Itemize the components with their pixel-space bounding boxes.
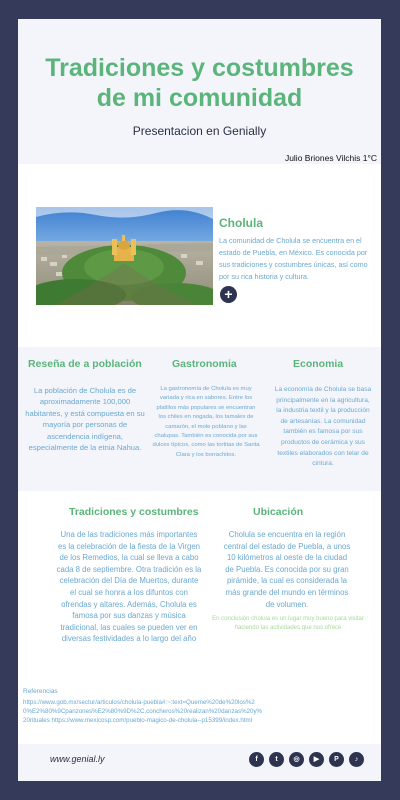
instagram-icon[interactable]: ◎ xyxy=(289,752,304,767)
tradiciones-text: Una de las tradiciones más importantes es la celebración de la fiesta de la Virgen de los Remedios, la cual se lleva a cabo cada 8 de septiembre. Otra tradición es la celebración del Día de Muertos, durante el cual se honra a los difuntos con ofrendas y altares. Además, Cholula es famosa por sus danzas y música tradicional, las cuales se pueden ver en diversas festividades a lo largo del año xyxy=(56,530,202,644)
subtitle: Presentacion en Genially xyxy=(132,124,267,138)
cholula-photo xyxy=(36,207,213,305)
poblacion-text: La población de Cholula es de aproximadamente 100,000 habitantes, y está compuesta en su mayoría por personas de ascendencia indígena, especialmente de la etnia Nahua. xyxy=(25,386,145,453)
economia-title: Economia xyxy=(293,358,344,370)
tiktok-icon[interactable]: ♪ xyxy=(349,752,364,767)
references-label: Referencias xyxy=(23,688,58,695)
cholula-title: Cholula xyxy=(219,216,263,230)
facebook-icon[interactable]: f xyxy=(249,752,264,767)
pinterest-icon[interactable]: P xyxy=(329,752,344,767)
author-label: Julio Briones Vilchis 1°C xyxy=(284,153,377,163)
economia-text: La economía de Cholula se basa principalmente en la agricultura, la industria textil y la producción de artesanías. La comunidad también es famosa por sus productos de cerámica y sus textiles elaborados con telar de cintura. xyxy=(274,386,372,468)
twitter-icon[interactable]: t xyxy=(269,752,284,767)
ubicacion-text: Cholula se encuentra en la región central del estado de Puebla, a unos 10 kilómetros al oeste de la ciudad de Puebla. Es conocida por su gran pirámide, la cual es considerada la más grande del mundo en términos de volumen. xyxy=(223,530,351,609)
tradiciones-title: Tradiciones y costumbres xyxy=(69,506,199,518)
cholula-landscape-image xyxy=(36,207,213,305)
gastronomia-title: Gastronomia xyxy=(172,358,237,370)
ubicacion-title: Ubicación xyxy=(253,506,304,518)
genially-brand-link[interactable]: www.genial.ly xyxy=(50,754,105,764)
cholula-description: La comunidad de Cholula se encuentra en el estado de Puebla, en México. Es conocida por sus tradiciones y costumbres únicas, así como por su rica historia y cultura. xyxy=(219,236,368,281)
references-links[interactable]: https://www.gob.mx/sectur/articulos/cholula-puebla#:~:text=Queme%20de%20los%20%E2%80%9Cpanzones%E2%80%9D%2C,concheros%20realizan%20danzas%20y%20rituales https://www.mexicosp.com/pueblo-magico-de-cholula--p15399/index.html xyxy=(23,699,263,724)
conclusion-note: En conclusión cholula es un lugar muy bueno para visitar haciendo las actividades que nos ofrece xyxy=(212,616,364,631)
poblacion-title: Reseña de a población xyxy=(28,358,142,370)
title-line-2: de mi comunidad xyxy=(96,84,303,112)
presentation-card xyxy=(18,19,381,781)
title-line-1: Tradiciones y costumbres xyxy=(45,54,354,82)
plus-icon[interactable]: + xyxy=(220,286,237,303)
youtube-icon[interactable]: ▶ xyxy=(309,752,324,767)
gastronomia-text: La gastronomía de Cholula es muy variada y rica en sabores. Entre los platillos más populares se encuentran los chiles en nogada, los tamales de camarón, el mole poblano y las chalupas. También es conocida por sus dulces típicos, como las tortitas de Santa Clara y los borrachitos. xyxy=(152,386,260,458)
page-title xyxy=(18,53,381,113)
